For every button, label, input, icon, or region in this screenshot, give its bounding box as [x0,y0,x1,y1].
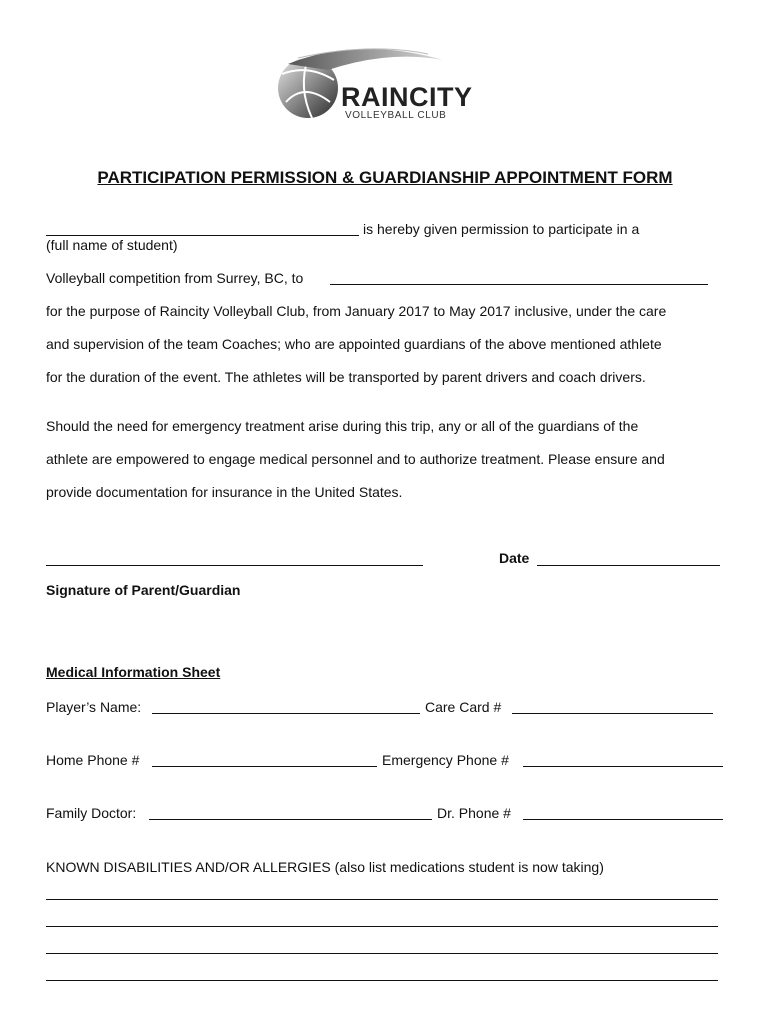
emergency-phone-label: Emergency Phone # [382,752,509,768]
form-title: PARTICIPATION PERMISSION & GUARDIANSHIP APPOINTMENT FORM [97,168,673,187]
permission-text: is hereby given permission to participate in a [363,221,640,237]
raincity-logo [268,44,498,124]
home-phone-field[interactable] [152,766,377,767]
logo-subtitle: VOLLEYBALL CLUB [345,110,447,121]
insurance-text: provide documentation for insurance in the United States. [46,484,403,500]
student-name-caption: (full name of student) [46,237,178,253]
family-doctor-field[interactable] [149,819,432,820]
purpose-text: for the purpose of Raincity Volleyball Club, from January 2017 to May 2017 inclusive, under the care [46,303,667,319]
care-card-label: Care Card # [425,699,502,715]
care-card-field[interactable] [512,713,713,714]
players-name-field[interactable] [152,713,420,714]
competition-text: Volleyball competition from Surrey, BC, to [46,270,304,286]
logo-wordmark: RAINCITY [341,82,473,112]
disabilities-line-4[interactable] [46,980,718,981]
emergency-text: Should the need for emergency treatment arise during this trip, any or all of the guardians of the [46,418,639,434]
disabilities-line-3[interactable] [46,953,718,954]
destination-field[interactable] [330,284,708,285]
date-label: Date [499,550,530,566]
signature-label: Signature of Parent/Guardian [46,582,241,598]
student-name-field[interactable] [46,235,359,236]
disabilities-label: KNOWN DISABILITIES AND/OR ALLERGIES (also list medications student is now taking) [46,859,604,875]
disabilities-line-1[interactable] [46,899,718,900]
signature-field[interactable] [46,565,423,566]
medical-heading: Medical Information Sheet [46,664,221,680]
players-name-label: Player’s Name: [46,699,142,715]
home-phone-label: Home Phone # [46,752,140,768]
date-field[interactable] [537,565,720,566]
dr-phone-field[interactable] [523,819,723,820]
dr-phone-label: Dr. Phone # [437,805,511,821]
emergency-phone-field[interactable] [523,766,723,767]
authorization-text: athlete are empowered to engage medical personnel and to authorize treatment. Please ensure and [46,451,665,467]
family-doctor-label: Family Doctor: [46,805,137,821]
supervision-text: and supervision of the team Coaches; who are appointed guardians of the above mentioned athlete [46,336,662,352]
disabilities-line-2[interactable] [46,926,718,927]
transport-text: for the duration of the event. The athletes will be transported by parent drivers and coach drivers. [46,369,646,385]
